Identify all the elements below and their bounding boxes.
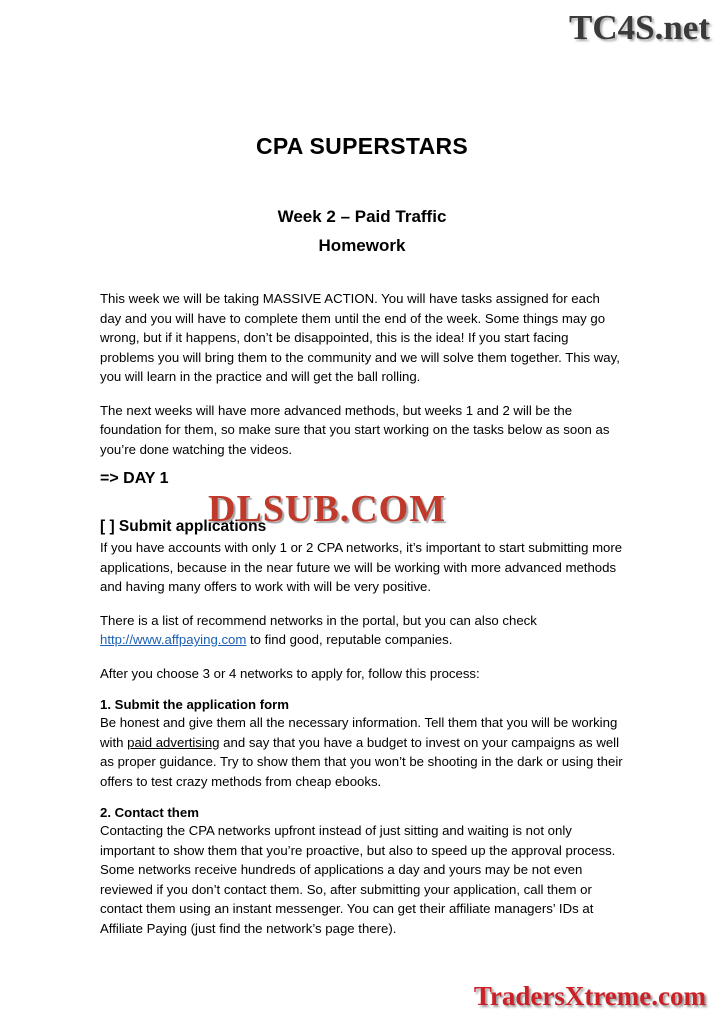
task-heading: [ ] Submit applications [100, 518, 267, 535]
page-title: CPA SUPERSTARS [255, 133, 469, 159]
day-heading: => DAY 1 [100, 470, 169, 487]
networks-line-suffix: to find good, reputable companies. [246, 632, 453, 647]
intro-section [100, 289, 624, 473]
watermark-bottom-right: TradersXtreme.com [473, 981, 706, 1011]
step-1-heading: 1. Submit the application form [100, 697, 290, 712]
step-1-underlined-phrase: paid advertising [127, 734, 220, 750]
networks-line [100, 611, 624, 650]
networks-line-prefix: There is a list of recommend networks in the portal, but you can also check [100, 612, 537, 628]
intro-paragraph-2: The next weeks will have more advanced methods, but weeks 1 and 2 will be the foundation for them, so make sure that you start working on the tasks below as soon as you’re done watching the videos. [100, 402, 610, 457]
task-body [100, 538, 624, 952]
watermark-center: DLSUB.COM [208, 488, 447, 530]
step-1-text [100, 713, 624, 791]
page-subtitle [100, 202, 624, 260]
watermark-top-right: TC4S.net [569, 8, 710, 47]
step-2-text: Contacting the CPA networks upfront instead of just sitting and waiting is not only important to show them that you’re proactive, but also to speed up the approval process. Some networks receive hundreds of applications a day and yours may be not even reviewed if you don’t contact them. So, after submitting your application, call them or contact them using an instant messenger. You can get their affiliate managers’ IDs at Affiliate Paying (just find the network’s page there). [100, 823, 616, 936]
affpaying-link[interactable]: http://www.affpaying.com [100, 632, 247, 647]
step-1-text-part-1: Be honest and give them all the necessary information. Tell them that you will be working with [100, 715, 618, 750]
step-1 [100, 697, 624, 791]
subtitle-line-2: Homework [318, 236, 406, 255]
subtitle-line-1: Week 2 – Paid Traffic [277, 207, 447, 226]
intro-paragraph-1: This week we will be taking MASSIVE ACTION. You will have tasks assigned for each day and you will have to complete them until the end of the week. Some things may go wrong, but if it happens, don’t be disappointed, this is the idea! If you start facing problems you will bring them to the community and we will solve them together. This way, you will learn in the practice and will get the ball rolling. [100, 291, 620, 384]
step-2 [100, 805, 624, 938]
task-paragraph-1: If you have accounts with only 1 or 2 CPA networks, it’s important to start submitting more applications, because in the near future we will be working with more advanced methods and having many offers to work with will be very positive. [100, 540, 623, 594]
step-1-text-part-2: and say that you have a budget to invest on your campaigns as well as proper guidance. Try to show them that you won’t be shooting in the dark or using their offers to test crazy methods from cheap ebooks. [100, 734, 623, 789]
process-line: After you choose 3 or 4 networks to apply for, follow this process: [100, 665, 480, 681]
step-2-heading: 2. Contact them [100, 805, 199, 820]
